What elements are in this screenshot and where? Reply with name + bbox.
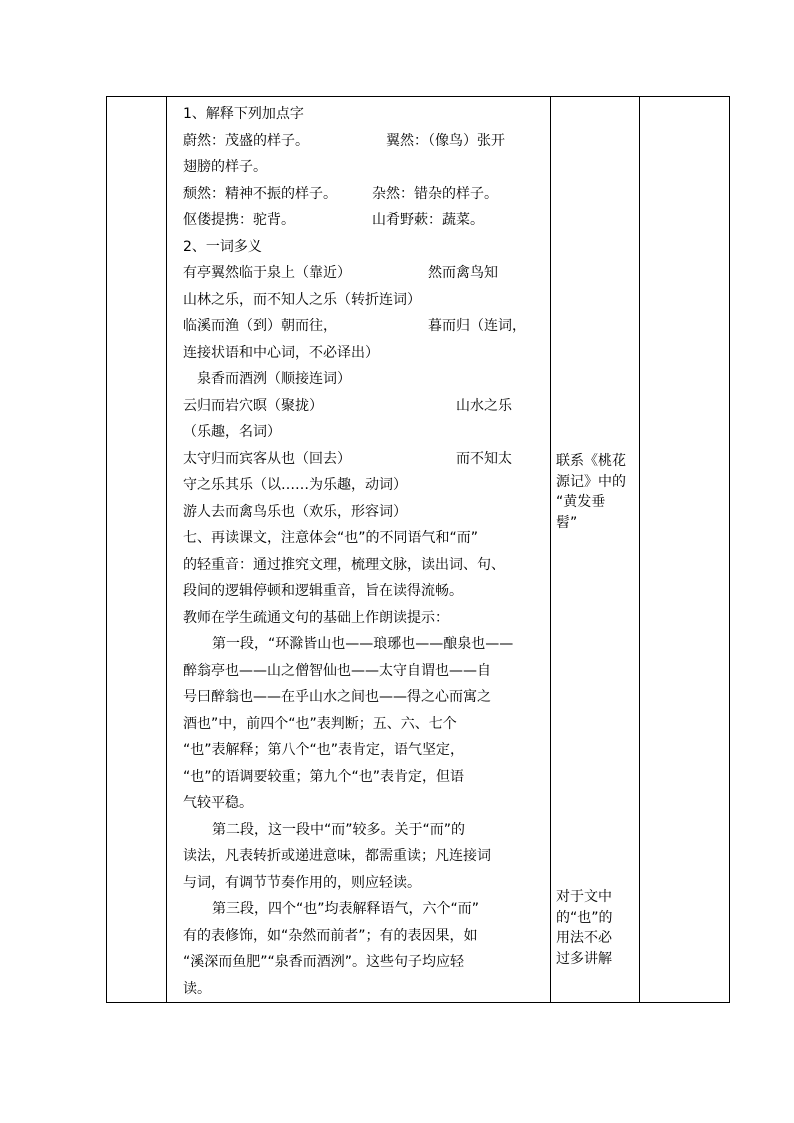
text-line: 教师在学生疏通文句的基础上作朗读提示： bbox=[183, 609, 449, 626]
text-line: 醉翁亭也——山之僧智仙也——太守自谓也——自 bbox=[183, 662, 491, 679]
note-line: 源记》中的 bbox=[556, 473, 626, 490]
text-line: “也”表解释；第八个“也”表肯定，语气坚定， bbox=[183, 742, 465, 758]
text-line: 翅膀的样子。 bbox=[183, 159, 267, 175]
teaching-note-1 bbox=[556, 451, 641, 533]
column-divider bbox=[639, 97, 640, 1002]
text-line: 伛偻提携：驼背。 山肴野蔌：蔬菜。 bbox=[183, 212, 484, 228]
text-line: 号曰醉翁也——在乎山水之间也——得之心而寓之 bbox=[183, 689, 491, 705]
lesson-table bbox=[106, 96, 730, 1003]
note-line: 的“也”的 bbox=[556, 909, 613, 926]
text-line: 蔚然：茂盛的样子。 翼然：（像鸟）张开 bbox=[183, 132, 505, 149]
text-line: 第三段，四个“也”均表解释语气，六个“而” bbox=[212, 901, 480, 917]
text-line: “也”的语调要较重；第九个“也”表肯定，但语 bbox=[183, 768, 465, 785]
text-line: 太守归而宾客从也（回去） 而不知太 bbox=[183, 450, 512, 467]
column-divider bbox=[166, 97, 167, 1002]
text-line: “溪深而鱼肥”“泉香而酒洌”。这些句子均应轻 bbox=[183, 954, 465, 970]
note-line: 用法不必 bbox=[556, 930, 612, 946]
note-line: 过多讲解 bbox=[556, 950, 612, 967]
teaching-note-2 bbox=[556, 887, 641, 969]
text-line: 第一段，“环滁皆山也——琅琊也——酿泉也—— bbox=[212, 636, 514, 652]
text-line: 读。 bbox=[183, 980, 211, 997]
text-line: 的轻重音：通过推究文理，梳理文脉，读出词、句、 bbox=[183, 556, 505, 573]
text-line: 与词，有调节节奏作用的，则应轻读。 bbox=[183, 874, 421, 891]
text-line: 临溪而渔（到）朝而往， 暮而归（连词， bbox=[183, 318, 526, 334]
text-line: 连接状语和中心词，不必译出） bbox=[183, 344, 379, 361]
text-line: 云归而岩穴暝（聚拢） 山水之乐 bbox=[183, 397, 512, 414]
text-line: 有亭翼然临于泉上（靠近） 然而禽鸟知 bbox=[183, 265, 498, 281]
text-line: 颓然：精神不振的样子。 杂然：错杂的样子。 bbox=[183, 185, 498, 202]
main-content-cell bbox=[183, 101, 549, 1002]
note-line: 对于文中 bbox=[556, 889, 612, 905]
text-line: 1、解释下列加点字 bbox=[183, 106, 304, 122]
text-line: 游人去而禽鸟乐也（欢乐，形容词） bbox=[183, 503, 407, 520]
text-line: 读法，凡表转折或递进意味，都需重读；凡连接词 bbox=[183, 848, 491, 864]
text-line: 第二段，这一段中“而”较多。关于“而”的 bbox=[212, 821, 466, 838]
note-line: “黄发垂 bbox=[556, 494, 606, 510]
text-line: （乐趣，名词） bbox=[183, 424, 281, 440]
text-line: 气较平稳。 bbox=[183, 795, 253, 811]
text-line: 泉香而酒洌（顺接连词） bbox=[197, 371, 351, 387]
text-line: 山林之乐，而不知人之乐（转折连词） bbox=[183, 291, 421, 308]
note-line: 髫” bbox=[556, 514, 578, 531]
note-line: 联系《桃花 bbox=[556, 453, 626, 469]
text-line: 有的表修饰，如“杂然而前者”；有的表因果，如 bbox=[183, 927, 478, 944]
text-line: 段间的逻辑停顿和逻辑重音，旨在读得流畅。 bbox=[183, 583, 463, 599]
text-line: 酒也”中，前四个“也”表判断；五、六、七个 bbox=[183, 715, 457, 732]
column-divider bbox=[550, 97, 551, 1002]
text-line: 2、一词多义 bbox=[183, 238, 262, 255]
text-line: 守之乐其乐（以……为乐趣，动词） bbox=[183, 477, 407, 493]
text-line: 七、再读课文，注意体会“也”的不同语气和“而” bbox=[183, 530, 479, 546]
